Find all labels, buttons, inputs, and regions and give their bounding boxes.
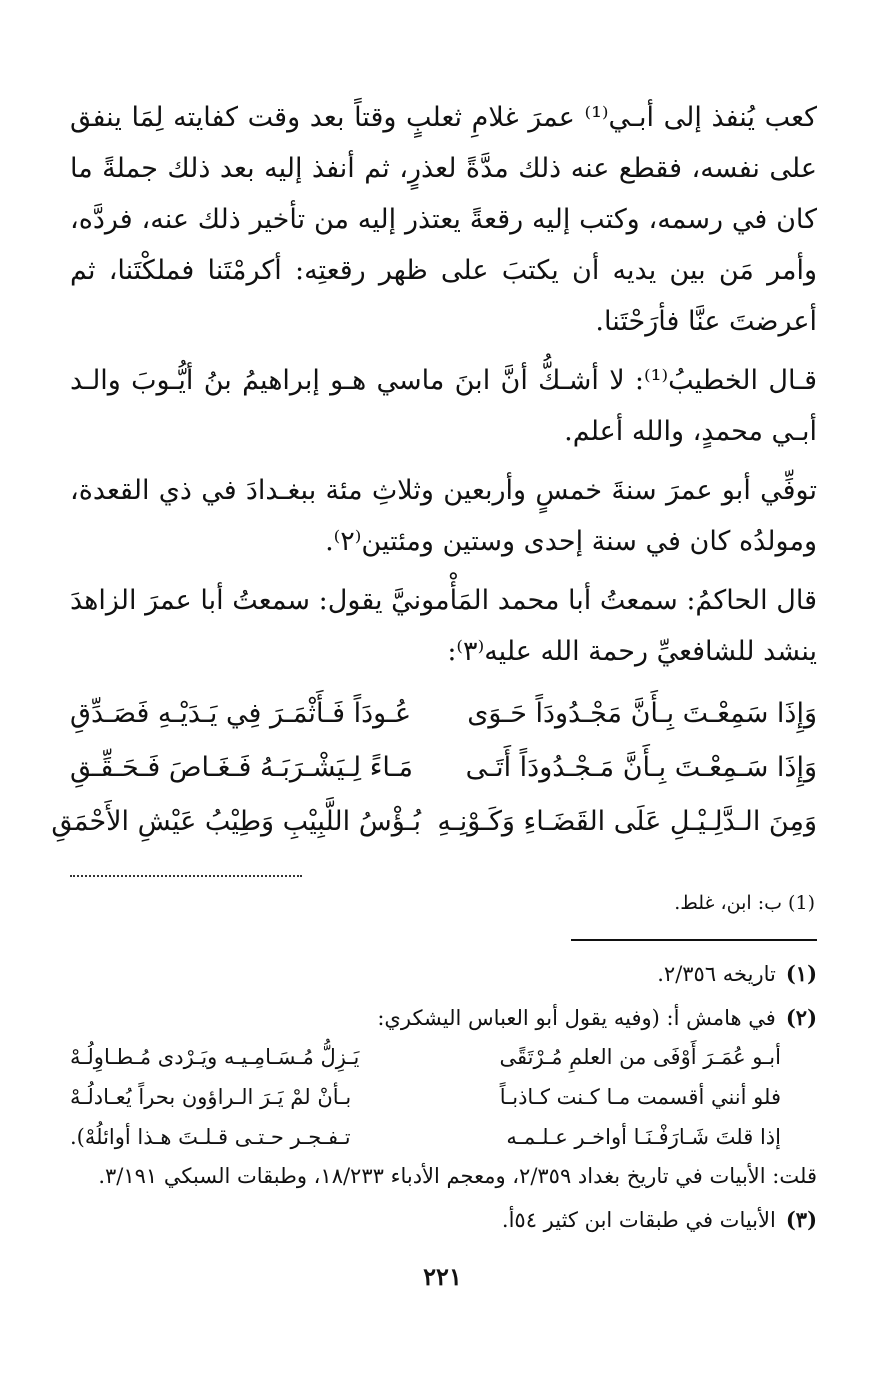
- dotted-separator: [70, 875, 302, 877]
- footnote-poem-second-hemistich: تـفـجـر حـتـى قـلـتَ هـذا أوائلُهْ).: [70, 1125, 351, 1149]
- page-number: ٢٢١: [423, 1262, 462, 1291]
- poem-verse-second-hemistich: بُـؤْسُ اللَّبِيْبِ وَطِيْبُ عَيْشِ الأَحْمَقِ: [51, 806, 422, 837]
- footnote-text: في هامش أ: (وفيه يقول أبو العباس اليشكري:: [377, 1006, 776, 1030]
- footnote-poem-verse: [70, 1037, 781, 1077]
- page-content: [51, 92, 817, 1245]
- poem-verse-second-hemistich: مَـاءً لِـيَشْـرَبَـهُ فَـغَـاصَ فَـحَـقِّـقِ: [70, 752, 413, 783]
- poem-verse-first-hemistich: وَمِنَ الـدَّلِـيْـلِ عَلَى القَضَـاءِ وَكَـوْنِـهِ: [437, 806, 817, 837]
- poem-verse-first-hemistich: وَإِذَا سَمِعْـتَ بِـأَنَّ مَجْـدُودَاً حَـوَى: [467, 698, 817, 729]
- poem-verse: [70, 741, 817, 795]
- footnote-poem-first-hemistich: إذا قلتَ شَـارَفْـنَـا أواخـر عـلـمـه: [506, 1125, 781, 1149]
- footnotes: [70, 955, 817, 1239]
- footnote-separator: [571, 939, 817, 941]
- paragraph-1: كعب يُنفذ إلى أبـي⁽¹⁾ عمرَ غلامِ ثعلبٍ وقتاً بعد وقت كفايته لِمَا ينفق على نفسه، فقطع عنه ذلك مدَّةً لعذرٍ، ثم أنفذ إليه بعد ذلك جملةً ما كان في رسمه، وكتب إليه رقعةً يعتذر إليه من تأخير ذلك عنه، فردَّه، وأمر مَن بين يديه أن يكتبَ على ظهر رقعتِه: أكرمْتَنا فملكْتَنا، ثم أعرضتَ عنَّا فأرَحْتَنا.: [70, 102, 817, 337]
- poem-verse-first-hemistich: وَإِذَا سَـمِعْـتَ بِـأَنَّ مَـجْـدُودَاً أَتَـى: [465, 752, 817, 783]
- footnote-number: (٣): [785, 1207, 817, 1232]
- footnote-poem-second-hemistich: يَـزِلُّ مُـسَـامِـيـه ويَـرْدى مُـطـاوِلُـهْ: [70, 1045, 360, 1069]
- footnote-poem-second-hemistich: بـأنْ لمْ يَـرَ الـراؤون بحراً يُعـادلُـهْ: [70, 1085, 352, 1109]
- footnote-poem-first-hemistich: أبـو عُمَـرَ أَوْفَى من العلمِ مُـرْتَقًى: [499, 1045, 781, 1069]
- footnote-poem: [70, 1037, 817, 1157]
- footnote-number: (٢): [785, 1005, 817, 1030]
- footnote-text: تاريخه ٢/٣٥٦.: [657, 962, 776, 986]
- footnote-poem-verse: [70, 1117, 781, 1157]
- paragraph-2: قـال الخطيبُ⁽¹⁾: لا أشـكُّ أنَّ ابنَ ماسي هـو إبراهيمُ بنُ أيُّـوبَ والـد أبـي محمدٍ، والله أعلم.: [70, 365, 817, 447]
- footnote-text: الأبيات في طبقات ابن كثير ٥٤أ.: [501, 1208, 776, 1232]
- footnote-1: [70, 955, 817, 993]
- footnote-poem-verse: [70, 1077, 781, 1117]
- footnote-3: [70, 1201, 817, 1239]
- poem-verse: [70, 687, 817, 741]
- footnote-poem-first-hemistich: فلو أنني أقسمت مـا كـنت كـاذبـاً: [499, 1085, 781, 1109]
- footnote-text-continued: قلت: الأبيات في تاريخ بغداد ٢/٣٥٩، ومعجم الأدباء ١٨/٢٣٣، وطبقات السبكي ٣/١٩١.: [98, 1164, 817, 1188]
- poem-verse-second-hemistich: عُـودَاً فَـأَثْمَـرَ فِي يَـدَيْـهِ فَصَـدِّقِ: [70, 698, 412, 729]
- poem-verse: [51, 795, 817, 849]
- footnote-number: (١): [785, 961, 817, 986]
- footnote-2: [70, 999, 817, 1195]
- poem: [51, 687, 817, 849]
- manuscript-variant-note: (1) ب: ابن، غلط.: [674, 892, 815, 914]
- paragraph-4: قال الحاكمُ: سمعتُ أبا محمد المَأْمونيَّ يقول: سمعتُ أبا عمرَ الزاهدَ ينشد للشافعيِّ رحمة الله عليه⁽٣⁾:: [70, 585, 817, 667]
- paragraph-3: توفِّي أبو عمرَ سنةَ خمسٍ وأربعين وثلاثِ مئة ببغـدادَ في ذي القعدة، ومولدُه كان في سنة إحدى وستين ومئتين⁽٢⁾.: [70, 475, 817, 557]
